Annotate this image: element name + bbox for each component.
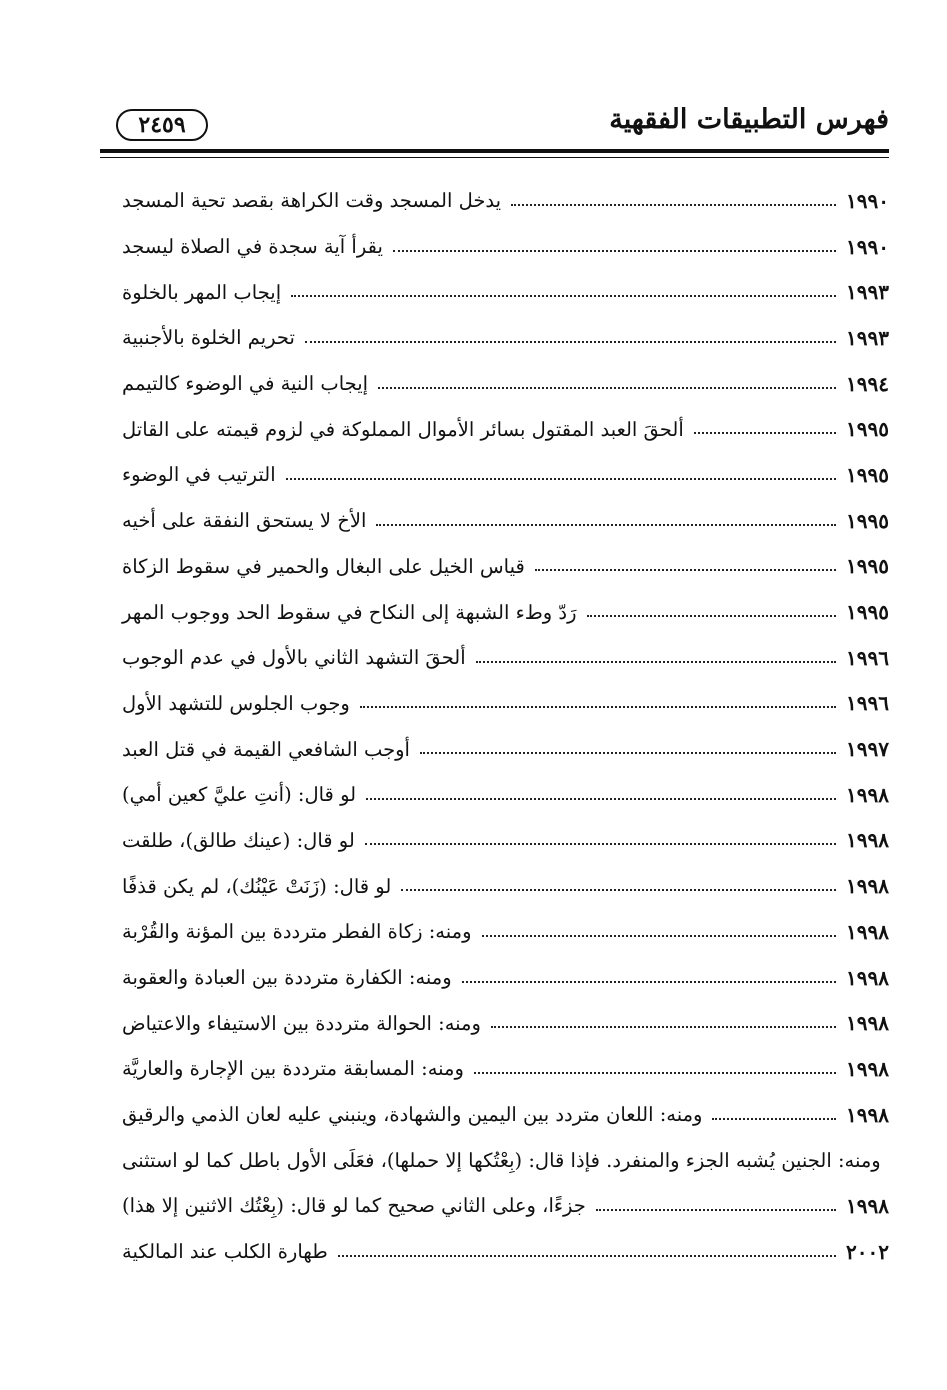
entry-text: تحريم الخلوة بالأجنبية xyxy=(122,326,295,350)
dot-leader xyxy=(596,1209,836,1211)
entry-text: لو قال: (عينك طالق)، طلقت xyxy=(122,828,355,852)
entry-text: قياس الخيل على البغال والحمير في سقوط الزكاة xyxy=(122,554,525,578)
entry-text: ومنه: المسابقة مترددة بين الإجارة والعاريَّة xyxy=(122,1057,464,1081)
index-entry xyxy=(122,1000,889,1046)
page-header xyxy=(100,100,889,150)
entry-page-number: ١٩٩٧ xyxy=(846,737,889,762)
dot-leader xyxy=(712,1118,836,1120)
index-entry xyxy=(122,726,889,772)
index-list xyxy=(122,178,889,1275)
entry-text: ألحقَ العبد المقتول بسائر الأموال المملوكة في لزوم قيمته على القاتل xyxy=(122,417,684,441)
dot-leader xyxy=(694,432,836,434)
entry-page-number: ١٩٩٥ xyxy=(846,600,889,625)
dot-leader xyxy=(462,981,836,983)
index-entry xyxy=(122,1092,889,1138)
dot-leader xyxy=(511,204,836,206)
index-entry xyxy=(122,269,889,315)
dot-leader xyxy=(474,1072,836,1074)
entry-text: لو قال: (زَنَتْ عَيْنُك)، لم يكن قذفًا xyxy=(122,874,392,898)
entry-page-number: ١٩٩٨ xyxy=(846,828,889,853)
entry-text: جزءًا، وعلى الثاني صحيح كما لو قال: (بِعْتُك الاثنين إلا هذا) xyxy=(122,1194,586,1218)
entry-text: ألحقَ التشهد الثاني بالأول في عدم الوجوب xyxy=(122,646,466,670)
dot-leader xyxy=(291,295,836,297)
entry-page-number: ١٩٩٨ xyxy=(846,919,889,944)
index-entry xyxy=(122,863,889,909)
index-entry-multiline-second xyxy=(122,1183,889,1229)
entry-page-number: ١٩٩٦ xyxy=(846,645,889,670)
entry-text: ومنه: الجنين يُشبه الجزء والمنفرد. فإذا قال: (بِعْتُكها إلا حملها)، فعَلَى الأول باطل كما لو استثنى xyxy=(122,1148,881,1172)
index-entry xyxy=(122,544,889,590)
entry-page-number: ١٩٩٨ xyxy=(846,1102,889,1127)
index-entry xyxy=(122,361,889,407)
index-entry xyxy=(122,681,889,727)
entry-page-number: ١٩٩٨ xyxy=(846,1193,889,1218)
dot-leader xyxy=(360,706,836,708)
entry-text: رَدّ وطء الشبهة إلى النكاح في سقوط الحد ووجوب المهر xyxy=(122,600,577,624)
index-entry xyxy=(122,1229,889,1275)
entry-text: أوجب الشافعي القيمة في قتل العبد xyxy=(122,737,410,761)
dot-leader xyxy=(376,524,836,526)
entry-text: لو قال: (أنتِ عليَّ كعين أمي) xyxy=(122,783,357,807)
entry-text: ومنه: اللعان متردد بين اليمين والشهادة، وينبني عليه لعان الذمي والرقيق xyxy=(122,1103,703,1127)
entry-page-number: ١٩٩٤ xyxy=(846,371,889,396)
index-entry xyxy=(122,772,889,818)
index-entry xyxy=(122,452,889,498)
header-rule-thick xyxy=(100,149,889,153)
index-entry xyxy=(122,635,889,681)
entry-page-number: ١٩٩٥ xyxy=(846,417,889,442)
index-entry xyxy=(122,589,889,635)
index-entry xyxy=(122,498,889,544)
page-number-badge: ٢٤٥٩ xyxy=(116,109,208,141)
entry-text: طهارة الكلب عند المالكية xyxy=(122,1240,328,1264)
entry-page-number: ١٩٩٦ xyxy=(846,691,889,716)
dot-leader xyxy=(491,1026,836,1028)
entry-text: وجوب الجلوس للتشهد الأول xyxy=(122,691,350,715)
entry-page-number: ١٩٩٨ xyxy=(846,782,889,807)
index-entry xyxy=(122,224,889,270)
entry-text: ومنه: زكاة الفطر مترددة بين المؤنة والقُرْبة xyxy=(122,920,472,944)
entry-page-number: ١٩٩٥ xyxy=(846,508,889,533)
index-entry xyxy=(122,406,889,452)
dot-leader xyxy=(305,341,836,343)
index-entry xyxy=(122,178,889,224)
entry-text: إيجاب المهر بالخلوة xyxy=(122,280,282,304)
entry-text: الترتيب في الوضوء xyxy=(122,463,276,487)
dot-leader xyxy=(401,889,836,891)
dot-leader xyxy=(482,935,837,937)
entry-page-number: ١٩٩٣ xyxy=(846,325,889,350)
entry-page-number: ٢٠٠٢ xyxy=(846,1239,889,1264)
dot-leader xyxy=(366,798,836,800)
index-entry xyxy=(122,818,889,864)
entry-text: الأخ لا يستحق النفقة على أخيه xyxy=(122,509,367,533)
entry-text: يدخل المسجد وقت الكراهة بقصد تحية المسجد xyxy=(122,189,502,213)
entry-page-number: ١٩٩٣ xyxy=(846,280,889,305)
dot-leader xyxy=(365,843,836,845)
page-title: فهرس التطبيقات الفقهية xyxy=(609,104,889,135)
dot-leader xyxy=(286,478,836,480)
entry-text: ومنه: الكفارة مترددة بين العبادة والعقوبة xyxy=(122,966,452,990)
entry-page-number: ١٩٩٨ xyxy=(846,874,889,899)
entry-page-number: ١٩٩٨ xyxy=(846,965,889,990)
dot-leader xyxy=(476,661,836,663)
entry-text: ومنه: الحوالة مترددة بين الاستيفاء والاعتياض xyxy=(122,1011,481,1035)
dot-leader xyxy=(393,250,836,252)
entry-page-number: ١٩٩٥ xyxy=(846,462,889,487)
entry-page-number: ١٩٩٨ xyxy=(846,1011,889,1036)
entry-page-number: ١٩٩٠ xyxy=(846,234,889,259)
index-entry xyxy=(122,315,889,361)
index-entry xyxy=(122,955,889,1001)
dot-leader xyxy=(587,615,837,617)
index-entry-multiline-first xyxy=(122,1137,889,1183)
entry-text: إيجاب النية في الوضوء كالتيمم xyxy=(122,372,369,396)
entry-page-number: ١٩٩٨ xyxy=(846,1056,889,1081)
entry-text: يقرأ آية سجدة في الصلاة ليسجد xyxy=(122,235,383,259)
entry-page-number: ١٩٩٠ xyxy=(846,188,889,213)
dot-leader xyxy=(535,569,836,571)
entry-page-number: ١٩٩٥ xyxy=(846,554,889,579)
dot-leader xyxy=(338,1255,836,1257)
index-entry xyxy=(122,1046,889,1092)
dot-leader xyxy=(378,387,836,389)
dot-leader xyxy=(420,752,836,754)
header-rule-thin xyxy=(100,157,889,158)
index-entry xyxy=(122,909,889,955)
